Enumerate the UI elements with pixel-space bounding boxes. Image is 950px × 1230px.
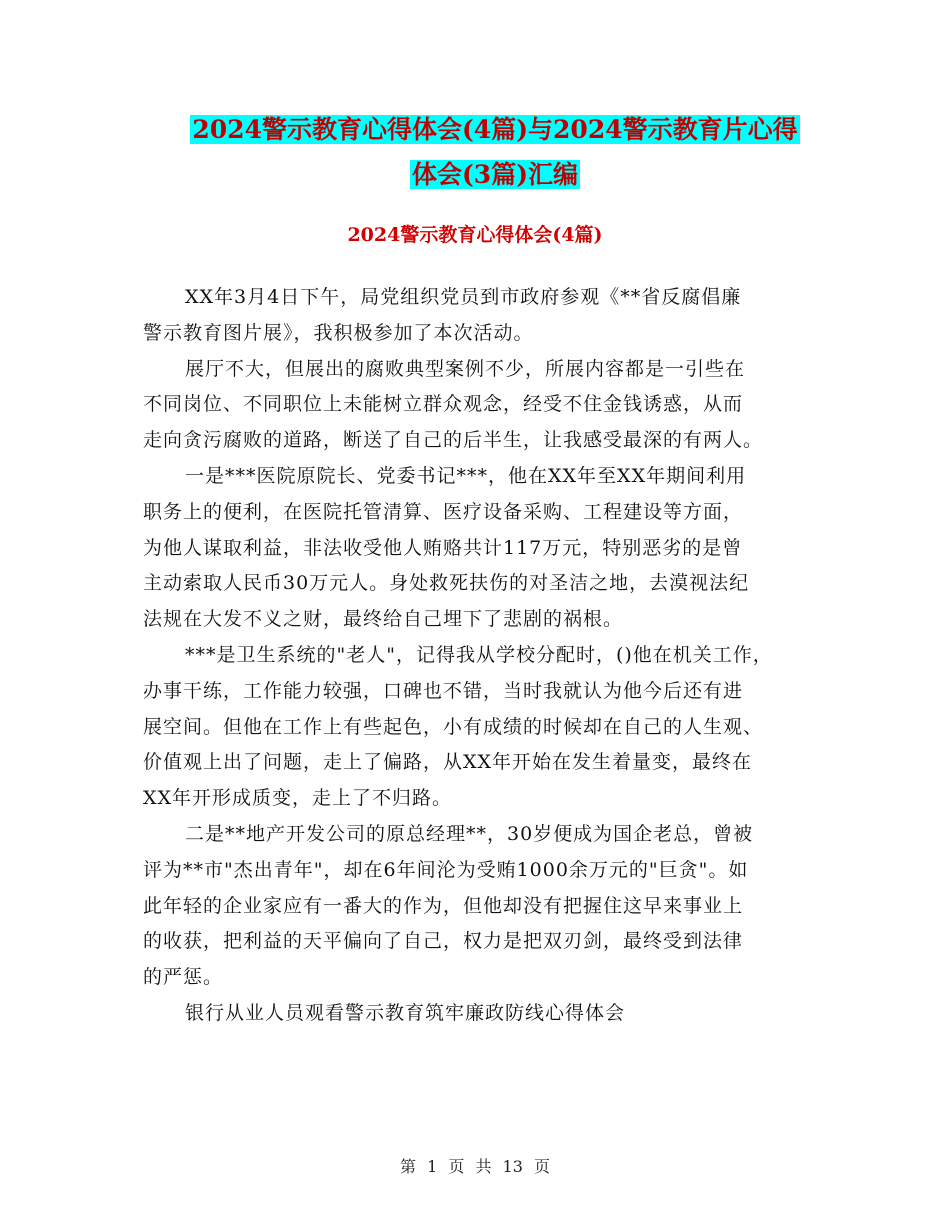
title-highlight-2: 体会(3篇)汇编 bbox=[411, 160, 579, 189]
text-line: 银行从业人员观看警示教育筑牢廉政防线心得体会 bbox=[185, 1001, 626, 1024]
text-line: 二是**地产开发公司的原总经理**，30岁便成为国企老总，曾被 bbox=[185, 822, 754, 845]
section-title: 2024警示教育心得体会(4篇) bbox=[347, 224, 603, 246]
text-line: ***是卫生系统的"老人"，记得我从学校分配时，()他在机关工作， bbox=[185, 643, 773, 666]
body-text bbox=[143, 280, 823, 1032]
text-line: 评为**市"杰出青年"，却在6年间沦为受贿1000余万元的"巨贪"。如 bbox=[143, 858, 749, 881]
text-line: 展空间。但他在工作上有些起色，小有成绩的时候却在自己的人生观、 bbox=[143, 715, 764, 738]
document-title-line-2 bbox=[0, 158, 950, 192]
text-line: 的收获，把利益的天平偏向了自己，权力是把双刃剑，最终受到法律 bbox=[143, 930, 744, 953]
title-highlight-1: 2024警示教育心得体会(4篇)与2024警示教育片心得 bbox=[192, 115, 798, 144]
text-line: 警示教育图片展》，我积极参加了本次活动。 bbox=[143, 321, 534, 344]
text-line: 的严惩。 bbox=[143, 966, 224, 989]
text-line: 一是***医院原院长、党委书记***，他在XX年至XX年期间利用 bbox=[185, 464, 747, 487]
text-line: 走向贪污腐败的道路，断送了自己的后半生，让我感受最深的有两人。 bbox=[143, 429, 764, 452]
text-line: 为他人谋取利益，非法收受他人贿赂共计117万元，特别恶劣的是曾 bbox=[143, 536, 743, 559]
text-line: 展厅不大，但展出的腐败典型案例不少，所展内容都是一引些在 bbox=[185, 357, 746, 380]
text-line: 价值观上出了问题，走上了偏路，从XX年开始在发生着量变，最终在 bbox=[143, 751, 753, 774]
text-line: 主动索取人民币30万元人。身处救死扶伤的对圣洁之地，去漠视法纪 bbox=[143, 572, 750, 595]
text-line: 法规在大发不义之财，最终给自己埋下了悲剧的祸根。 bbox=[143, 608, 624, 631]
text-line: XX年开形成质变，走上了不归路。 bbox=[143, 787, 453, 810]
page-footer: 第 1 页 共 13 页 bbox=[400, 1157, 550, 1176]
text-line: 此年轻的企业家应有一番大的作为，但他却没有把握住这早来事业上 bbox=[143, 894, 744, 917]
text-line: 职务上的便利，在医院托管清算、医疗设备采购、工程建设等方面， bbox=[143, 500, 744, 523]
document-title-line-1 bbox=[0, 113, 950, 147]
text-line: 办事干练，工作能力较强，口碑也不错，当时我就认为他今后还有进 bbox=[143, 679, 744, 702]
text-line: XX年3月4日下午，局党组织党员到市政府参观《**省反腐倡廉 bbox=[185, 286, 742, 308]
text-line: 不同岗位、不同职位上未能树立群众观念，经受不住金钱诱惑，从而 bbox=[143, 393, 744, 416]
